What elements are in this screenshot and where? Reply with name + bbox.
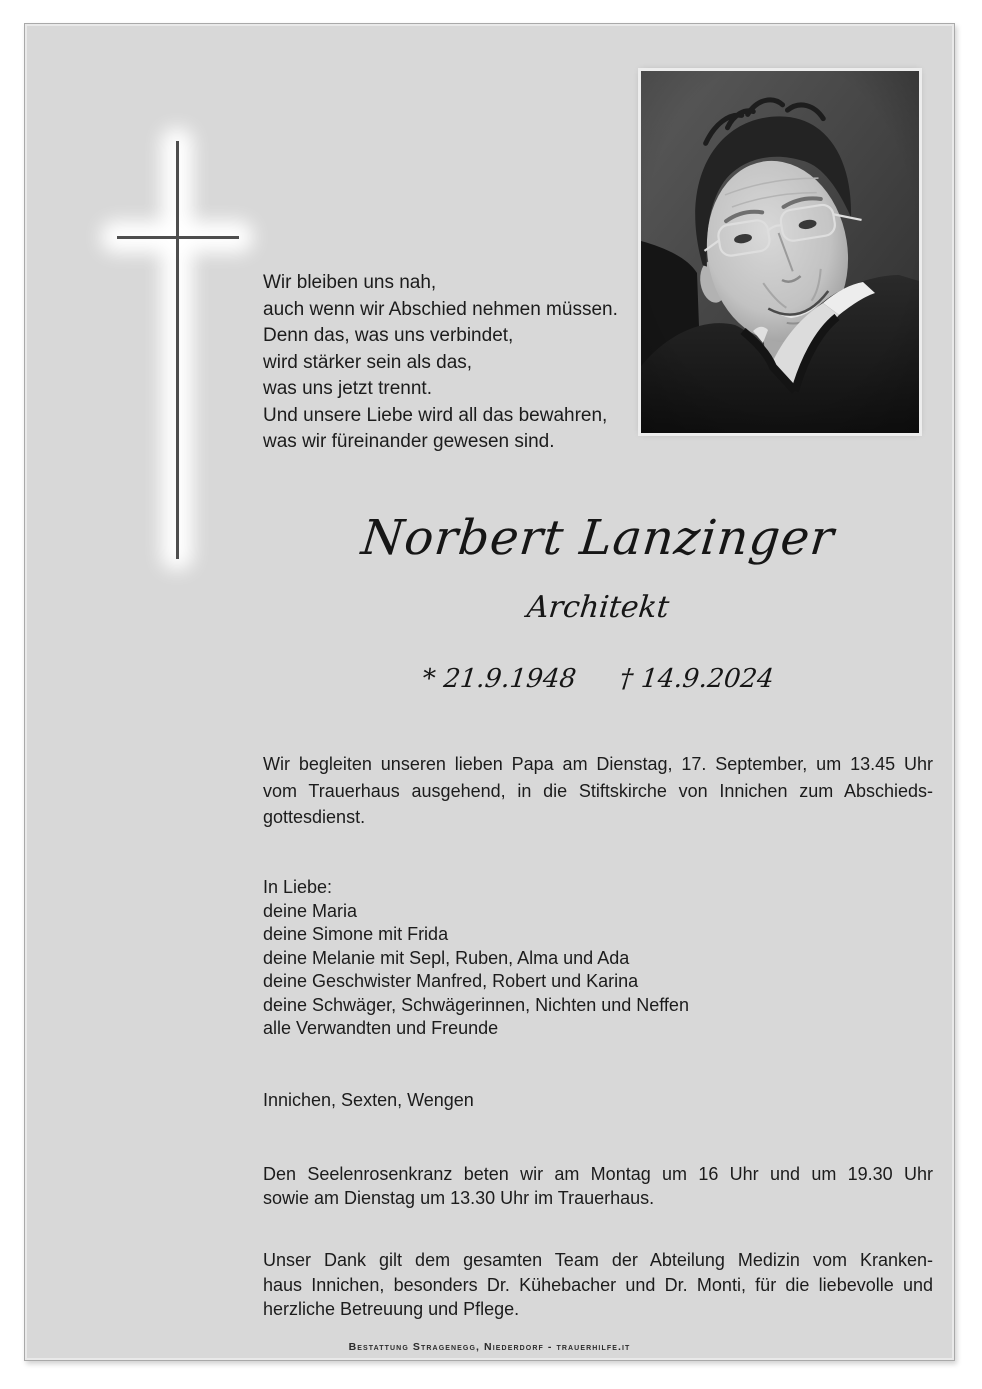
family-line: deine Simone mit Frida xyxy=(263,924,449,944)
poem-line: was uns jetzt trennt. xyxy=(263,378,432,399)
poem-line: Wir bleiben uns nah, xyxy=(263,272,437,293)
cross-bar-horizontal xyxy=(117,236,239,239)
death-date: † 14.9.2024 xyxy=(618,664,776,694)
announcement-line: Wir begleiten unseren lieben Papa am Dienstag, 17. September, um 13.45 Uhr xyxy=(263,754,933,774)
thanks-line: Unser Dank gilt dem gesamten Team der Abteilung Medizin vom Kranken- xyxy=(263,1250,933,1270)
cross-bar-vertical xyxy=(176,141,179,559)
deceased-profession: Architekt xyxy=(525,590,671,625)
places-line: Innichen, Sexten, Wengen xyxy=(263,1090,474,1110)
funeral-announcement xyxy=(263,751,933,831)
family-line: In Liebe: xyxy=(263,877,333,897)
family-line: deine Melanie mit Sepl, Ruben, Alma und Ada xyxy=(263,947,630,968)
rosary-line: sowie am Dienstag um 13.30 Uhr im Trauerhaus. xyxy=(263,1187,655,1208)
mourning-family-list xyxy=(263,876,933,1041)
funeral-home-footer: Bestattung Stragenegg, Niederdorf - trauerhilfe.it xyxy=(348,1341,631,1353)
rosary-line: Den Seelenrosenkranz beten wir am Montag um 16 Uhr und um 19.30 Uhr xyxy=(263,1164,933,1184)
family-line: deine Geschwister Manfred, Robert und Karina xyxy=(263,971,639,991)
farewell-poem xyxy=(263,270,933,456)
poem-line: wird stärker sein als das, xyxy=(263,351,473,373)
poem-line: auch wenn wir Abschied nehmen müssen. xyxy=(263,298,618,320)
family-line: alle Verwandten und Freunde xyxy=(263,1018,499,1038)
poem-line: Denn das, was uns verbindet, xyxy=(263,325,514,346)
thanks-line: herzliche Betreuung und Pflege. xyxy=(263,1299,520,1319)
memorial-card xyxy=(24,23,955,1361)
announcement-line: vom Trauerhaus ausgehend, in die Stiftskirche von Innichen zum Abschieds- xyxy=(263,780,933,801)
poem-line: Und unsere Liebe wird all das bewahren, xyxy=(263,404,608,426)
poem-line: was wir füreinander gewesen sind. xyxy=(263,431,555,452)
cross-icon xyxy=(105,134,265,564)
rosary-announcement xyxy=(263,1163,933,1210)
birth-date: * 21.9.1948 xyxy=(420,664,578,694)
thanks-paragraph xyxy=(263,1248,933,1322)
family-line: deine Maria xyxy=(263,900,358,921)
deceased-name: Norbert Lanzinger xyxy=(358,510,838,566)
family-line: deine Schwäger, Schwägerinnen, Nichten und Neffen xyxy=(263,994,689,1015)
life-dates xyxy=(261,664,934,694)
thanks-line: haus Innichen, besonders Dr. Kühebacher und Dr. Monti, für die liebevolle und xyxy=(263,1274,933,1295)
announcement-line: gottesdienst. xyxy=(263,807,366,827)
